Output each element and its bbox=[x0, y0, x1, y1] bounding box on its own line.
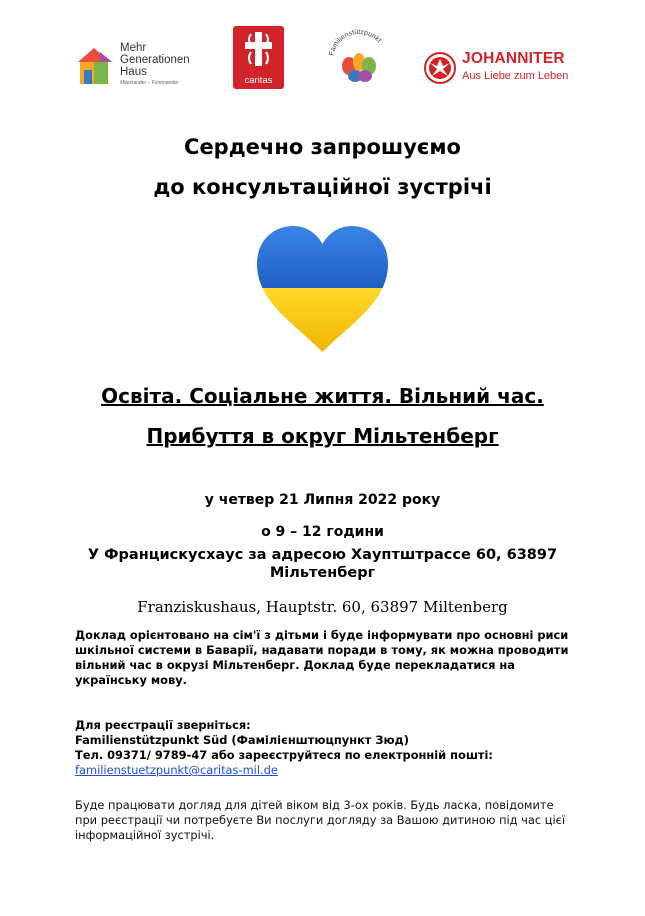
logo-line: Generationen bbox=[120, 54, 190, 66]
childcare-note: Буде працювати догляд для дітей віком від 3-ох років. Будь ласка, повідомите при реєстрації чи потребуєте Ви послуги догляду за Вашою дитиною під час цієї інформаційної зустрічі. bbox=[75, 798, 566, 842]
hands-icon bbox=[325, 28, 393, 90]
topics-line-1: Освіта. Соціальне життя. Вільний час. bbox=[101, 384, 544, 408]
logo-arc-text: Familienstützpunkt bbox=[328, 28, 383, 57]
title-line-2: до консультаційної зустрічі bbox=[153, 175, 492, 199]
event-date: у четвер 21 Липня 2022 року bbox=[204, 492, 441, 508]
registration-block bbox=[75, 718, 575, 778]
topics-line-2: Прибуття в округ Мільтенберг bbox=[146, 424, 499, 448]
event-time: о 9 – 12 години bbox=[261, 524, 384, 540]
familienstuetzpunkt-logo bbox=[325, 28, 393, 90]
title-line-1: Сердечно запрошуємо bbox=[184, 135, 461, 159]
ukraine-heart-icon bbox=[255, 224, 390, 354]
logo-line: Haus bbox=[120, 66, 147, 78]
house-icon bbox=[74, 44, 118, 90]
event-datetime bbox=[0, 484, 645, 548]
registration-org: Familienstützpunkt Süd (Фамілієнштюцпункт Зюд) bbox=[75, 733, 409, 747]
event-address-de: Franziskushaus, Hauptstr. 60, 63897 Miltenberg bbox=[137, 598, 508, 616]
registration-phone: Тел. 09371/ 9789-47 або зареєструйтеся по електронній пошті: bbox=[75, 748, 493, 762]
mehrgenerationenhaus-logo bbox=[74, 40, 214, 96]
johanniter-logo bbox=[424, 50, 584, 94]
caritas-logo bbox=[233, 26, 284, 89]
johanniter-slogan: Aus Liebe zum Leben bbox=[462, 70, 569, 82]
flame-cross-icon bbox=[241, 30, 276, 70]
caritas-wordmark: caritas bbox=[244, 75, 273, 86]
registration-heading: Для реєстрації зверніться: bbox=[75, 718, 251, 732]
logo-subline: Miteinander – Füreinander bbox=[120, 80, 179, 86]
registration-email-link[interactable]: familienstuetzpunkt@caritas-mil.de bbox=[75, 763, 278, 777]
event-address-uk: У Францискусхаус за адресою Хауптштрассе 60, 63897 Мільтенберг bbox=[87, 547, 558, 581]
svg-text:Familienstützpunkt bbox=[328, 29, 382, 57]
event-description: Доклад орієнтовано на сім'ї з дітьми і буде інформувати про основні риси шкільної системи в Баварії, надавати поради в тому, як можна проводити вільний час в окрузі Мільтенберг. Доклад буде перекладатися на українську мову. bbox=[75, 628, 569, 687]
logo-line: Mehr bbox=[120, 42, 147, 54]
maltese-cross-icon bbox=[424, 52, 456, 84]
invitation-title bbox=[0, 127, 645, 207]
johanniter-wordmark: JOHANNITER bbox=[462, 50, 565, 67]
event-topics bbox=[0, 376, 645, 456]
